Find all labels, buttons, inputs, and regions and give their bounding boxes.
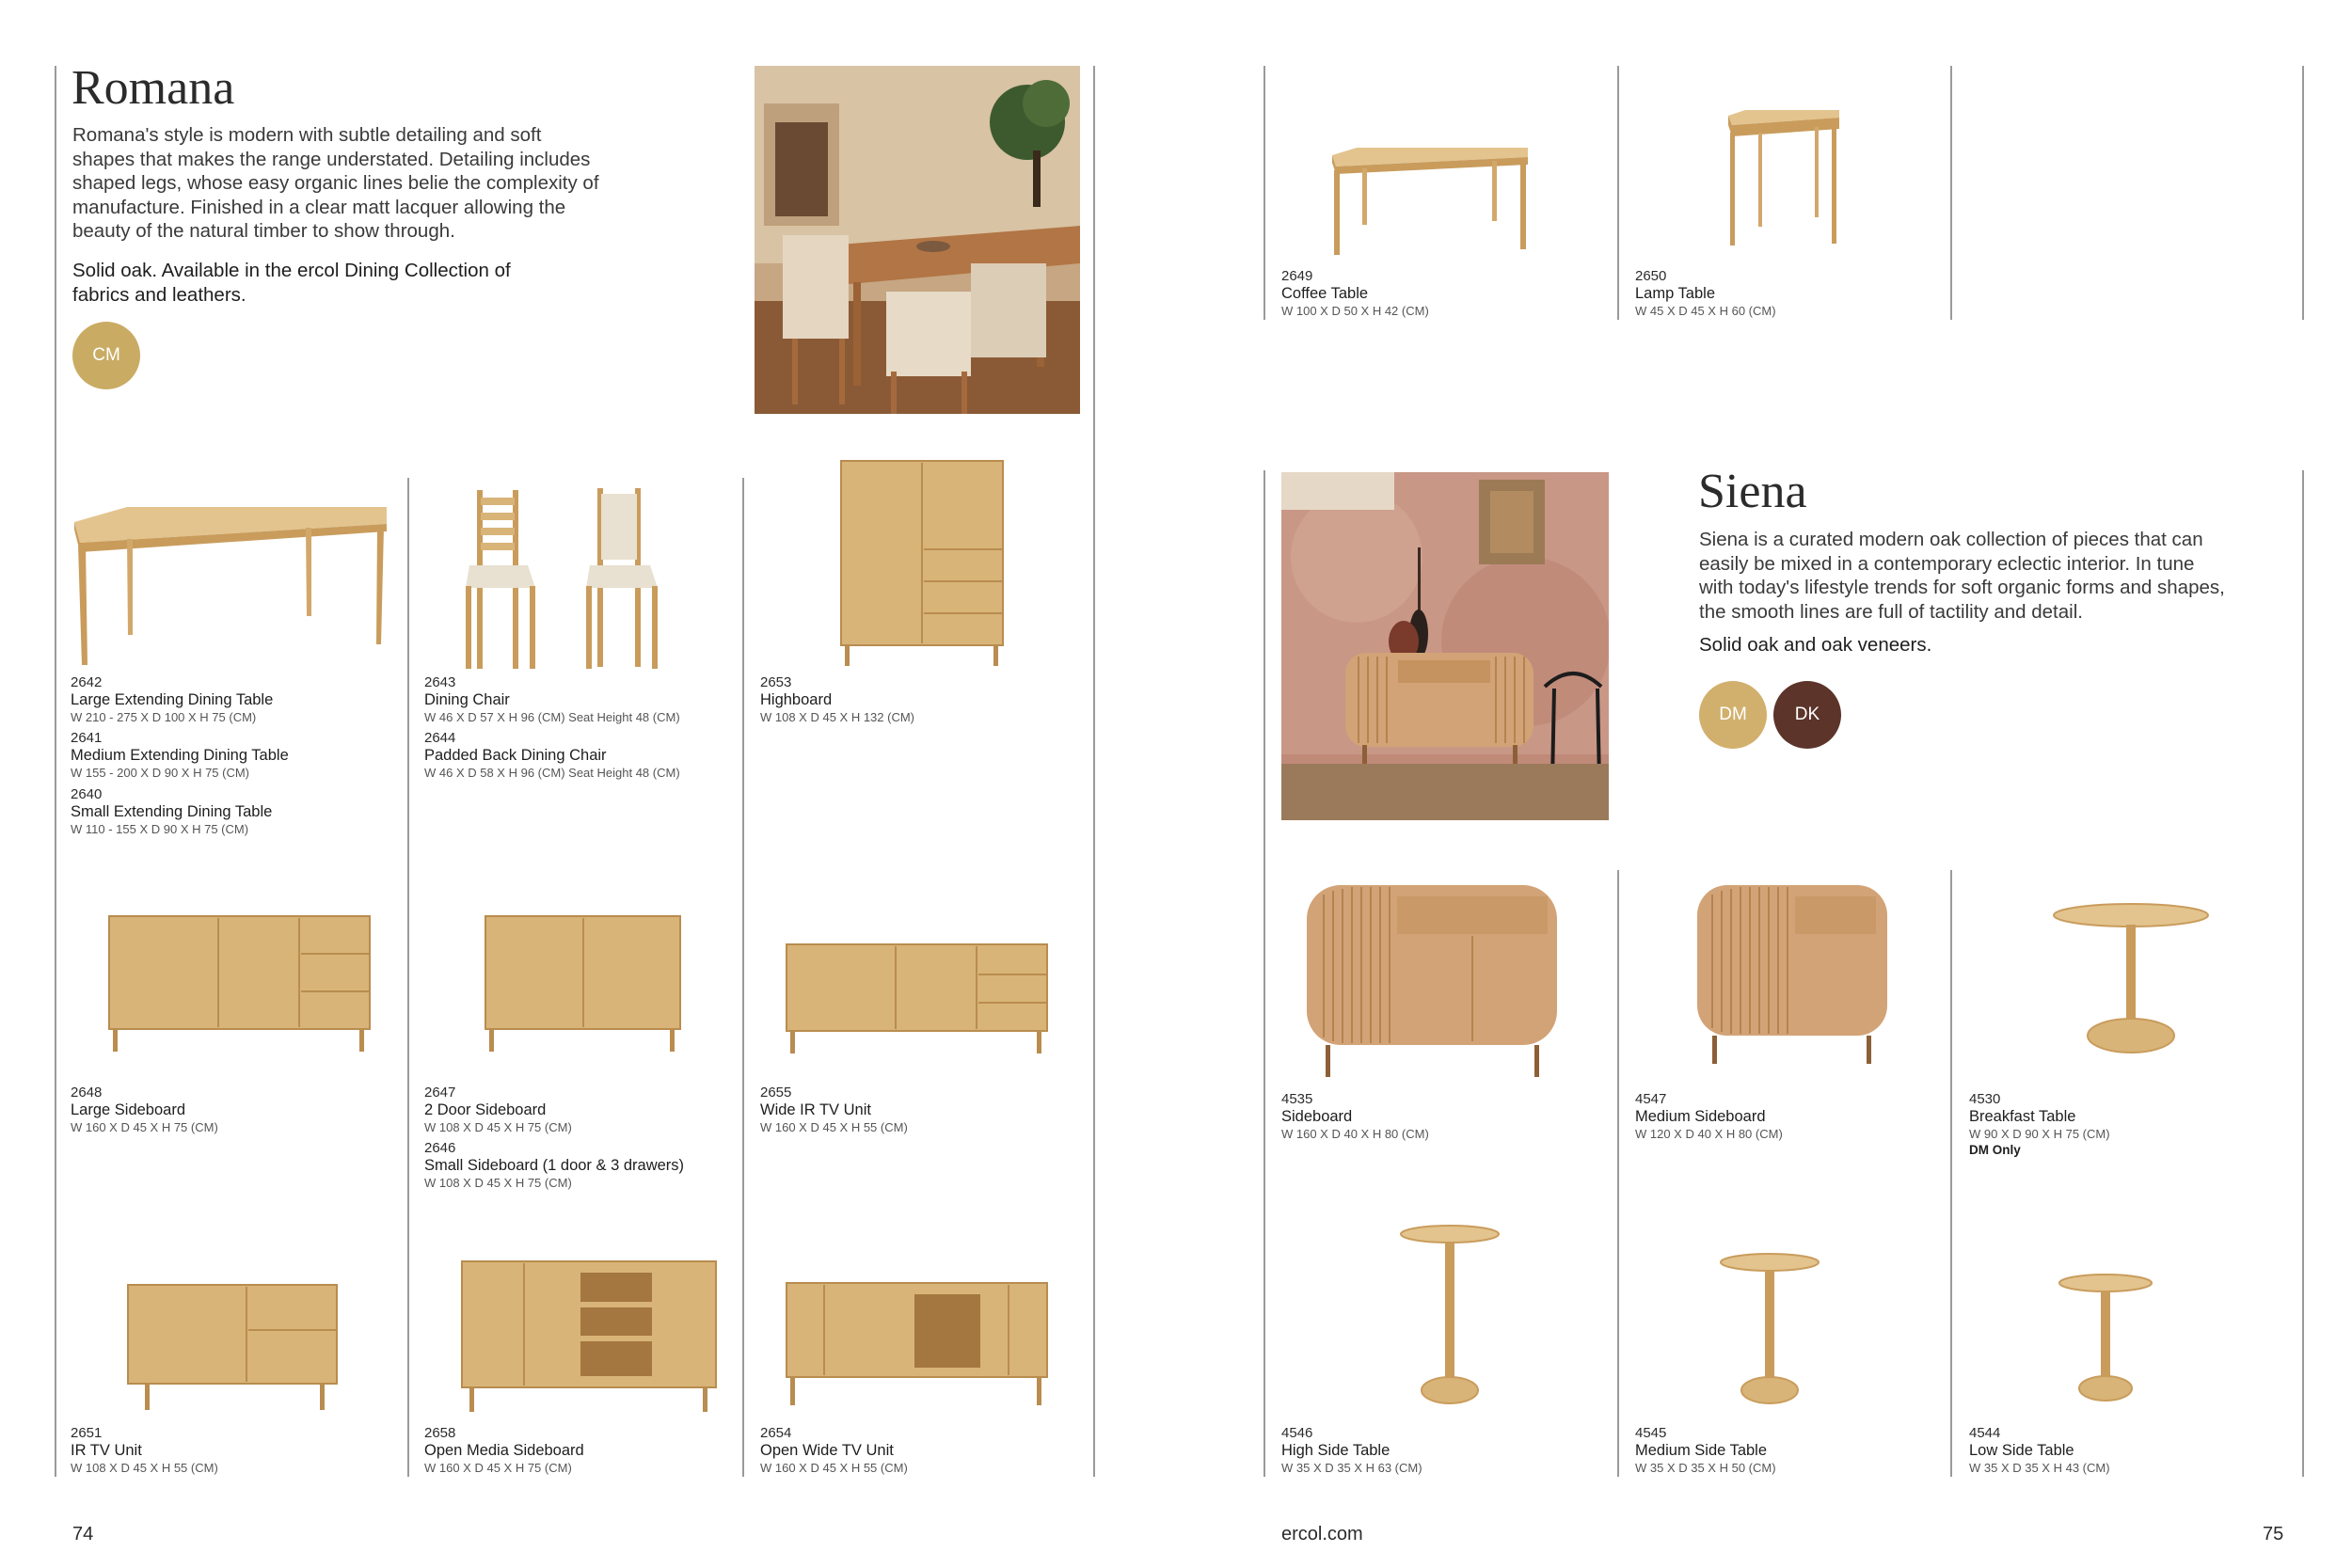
low-side-table-image [2057, 1272, 2154, 1408]
siena-sideboard-image [1303, 879, 1562, 1082]
romana-description: Romana's style is modern with subtle detailing and soft shapes that makes the range understated. Detailing includes shaped legs, whose easy organic lines belie the complexity of manufacture. Finished in a clear matt lacquer allowing the beauty of the natural timber to show through. [72, 124, 599, 242]
product-name: 2 Door Sideboard [424, 1101, 547, 1118]
product-dimensions: W 120 X D 40 X H 80 (CM) [1635, 1126, 1783, 1141]
finish-note: DM Only [1969, 1143, 2021, 1158]
product-code: 2643 [424, 674, 456, 690]
product-dimensions: W 108 X D 45 X H 75 (CM) [424, 1176, 572, 1191]
product-name: Coffee Table [1281, 285, 1369, 302]
product-dimensions: W 35 X D 35 X H 43 (CM) [1969, 1460, 2110, 1475]
product-name: Wide IR TV Unit [760, 1101, 871, 1118]
product-dimensions: W 35 X D 35 X H 50 (CM) [1635, 1460, 1776, 1475]
product-code: 2654 [760, 1425, 792, 1441]
finish-swatch-cm: CM [72, 322, 140, 389]
breakfast-table-image [2051, 898, 2211, 1058]
product-code: 4544 [1969, 1425, 2001, 1441]
product-code: 2653 [760, 674, 792, 690]
siena-description: Siena is a curated modern oak collection of pieces that can easily be mixed in a contemporary eclectic interior. In tune with today's lifestyle trends for soft organic forms and shapes, the smooth lines are full of tactility and detail. [1699, 529, 2225, 623]
open-media-sideboard-image [458, 1258, 720, 1413]
product-code: 2648 [71, 1085, 103, 1101]
large-sideboard-image [105, 912, 373, 1053]
dining-table-image [71, 503, 390, 673]
divider [1093, 66, 1095, 1477]
product-dimensions: W 160 X D 45 X H 55 (CM) [760, 1119, 908, 1134]
finish-swatch-dk: DK [1773, 681, 1841, 749]
product-group-dining-tables [71, 674, 395, 842]
product-code: 2644 [424, 730, 456, 747]
product-dimensions: W 160 X D 45 X H 75 (CM) [71, 1119, 218, 1134]
two-door-sideboard-image [482, 912, 684, 1053]
siena-lifestyle-photo [1281, 472, 1609, 820]
product-code: 4547 [1635, 1091, 1667, 1107]
product-dimensions: W 45 X D 45 X H 60 (CM) [1635, 303, 1776, 318]
product-dimensions: W 160 X D 45 X H 75 (CM) [424, 1460, 572, 1475]
product-name: Lamp Table [1635, 285, 1716, 302]
product-dimensions: W 90 X D 90 X H 75 (CM) [1969, 1126, 2110, 1141]
product-group-open-wide-tv-unit [760, 1425, 1080, 1481]
medium-side-table-image [1718, 1251, 1821, 1411]
site-url[interactable]: ercol.com [1281, 1524, 1363, 1544]
product-dimensions: W 108 X D 45 X H 55 (CM) [71, 1460, 218, 1475]
product-group-lamp-table [1635, 268, 1936, 324]
product-code: 2651 [71, 1425, 103, 1441]
product-name: Large Extending Dining Table [71, 691, 274, 708]
product-name: Medium Sideboard [1635, 1108, 1766, 1125]
product-code: 2649 [1281, 268, 1313, 284]
product-dimensions: W 160 X D 40 X H 80 (CM) [1281, 1126, 1429, 1141]
product-dimensions: W 110 - 155 X D 90 X H 75 (CM) [71, 821, 249, 836]
product-name: Large Sideboard [71, 1101, 186, 1118]
open-wide-tv-unit-image [783, 1279, 1051, 1411]
divider [1617, 66, 1619, 320]
product-name: Low Side Table [1969, 1442, 2074, 1459]
product-group-small-sideboards [424, 1085, 735, 1196]
product-dimensions: W 160 X D 45 X H 55 (CM) [760, 1460, 908, 1475]
product-code: 2655 [760, 1085, 792, 1101]
product-dimensions: W 155 - 200 X D 90 X H 75 (CM) [71, 766, 250, 781]
divider [1950, 66, 1952, 320]
divider [742, 478, 744, 1477]
romana-title: Romana [72, 61, 235, 115]
divider [1263, 66, 1265, 320]
product-name: Dining Chair [424, 691, 510, 708]
romana-material: Solid oak. Available in the ercol Dining Collection of fabrics and leathers. [72, 260, 511, 306]
product-name: Open Media Sideboard [424, 1442, 584, 1459]
product-name: Medium Side Table [1635, 1442, 1768, 1459]
product-dimensions: W 108 X D 45 X H 132 (CM) [760, 709, 914, 724]
siena-medium-sideboard-image [1693, 879, 1891, 1068]
coffee-table-image [1328, 146, 1531, 259]
wide-ir-tv-unit-image [783, 941, 1051, 1058]
siena-title: Siena [1698, 465, 1807, 518]
product-group-large-sideboard [71, 1085, 395, 1140]
product-code: 4545 [1635, 1425, 1667, 1441]
product-code: 4546 [1281, 1425, 1313, 1441]
product-dimensions: W 100 X D 50 X H 42 (CM) [1281, 303, 1429, 318]
ir-tv-unit-image [124, 1281, 341, 1413]
page-number-left: 74 [72, 1524, 94, 1544]
product-code: 2640 [71, 785, 103, 802]
product-name: Padded Back Dining Chair [424, 747, 607, 765]
divider [55, 66, 56, 1477]
siena-material: Solid oak and oak veneers. [1699, 634, 1932, 656]
product-code: 2646 [424, 1140, 456, 1157]
product-code: 2642 [71, 674, 103, 690]
product-group-dining-chairs [424, 674, 735, 786]
divider [2302, 470, 2304, 1477]
product-name: Medium Extending Dining Table [71, 747, 289, 765]
product-name: Breakfast Table [1969, 1108, 2076, 1125]
product-group-ir-tv-unit [71, 1425, 395, 1481]
dining-chairs-image [466, 484, 691, 673]
highboard-image [837, 459, 1007, 668]
product-group-low-side-table [1969, 1425, 2289, 1481]
lamp-table-image [1724, 108, 1842, 254]
product-code: 2647 [424, 1085, 456, 1101]
product-name: Small Sideboard (1 door & 3 drawers) [424, 1157, 685, 1175]
product-dimensions: W 46 X D 57 X H 96 (CM) Seat Height 48 (CM) [424, 709, 680, 724]
product-name: High Side Table [1281, 1442, 1391, 1459]
product-name: Small Extending Dining Table [71, 802, 273, 820]
product-dimensions: W 210 - 275 X D 100 X H 75 (CM) [71, 709, 257, 724]
product-group-coffee-table [1281, 268, 1601, 324]
product-group-high-side-table [1281, 1425, 1601, 1481]
divider [1950, 870, 1952, 1477]
romana-lifestyle-photo [755, 66, 1080, 414]
divider [407, 478, 409, 1477]
product-dimensions: W 46 X D 58 X H 96 (CM) Seat Height 48 (CM) [424, 766, 680, 781]
product-code: 4530 [1969, 1091, 2001, 1107]
product-code: 2650 [1635, 268, 1667, 284]
product-group-siena-medium-sideboard [1635, 1091, 1936, 1147]
finish-swatch-dm: DM [1699, 681, 1767, 749]
product-code: 2641 [71, 730, 103, 747]
product-dimensions: W 35 X D 35 X H 63 (CM) [1281, 1460, 1422, 1475]
product-group-open-media-sideboard [424, 1425, 735, 1481]
divider [1263, 470, 1265, 1477]
product-name: Open Wide TV Unit [760, 1442, 894, 1459]
product-group-medium-side-table [1635, 1425, 1936, 1481]
product-code: 4535 [1281, 1091, 1313, 1107]
divider [1617, 870, 1619, 1477]
product-name: IR TV Unit [71, 1442, 142, 1459]
product-dimensions: W 108 X D 45 X H 75 (CM) [424, 1119, 572, 1134]
product-name: Highboard [760, 691, 833, 708]
high-side-table-image [1398, 1223, 1502, 1411]
product-group-wide-ir-tv-unit [760, 1085, 1080, 1140]
divider [2302, 66, 2304, 320]
product-code: 2658 [424, 1425, 456, 1441]
page-number-right: 75 [2263, 1524, 2284, 1544]
product-group-breakfast-table [1969, 1091, 2289, 1159]
product-group-highboard [760, 674, 1080, 730]
product-name: Sideboard [1281, 1108, 1353, 1125]
product-group-siena-sideboard [1281, 1091, 1601, 1147]
